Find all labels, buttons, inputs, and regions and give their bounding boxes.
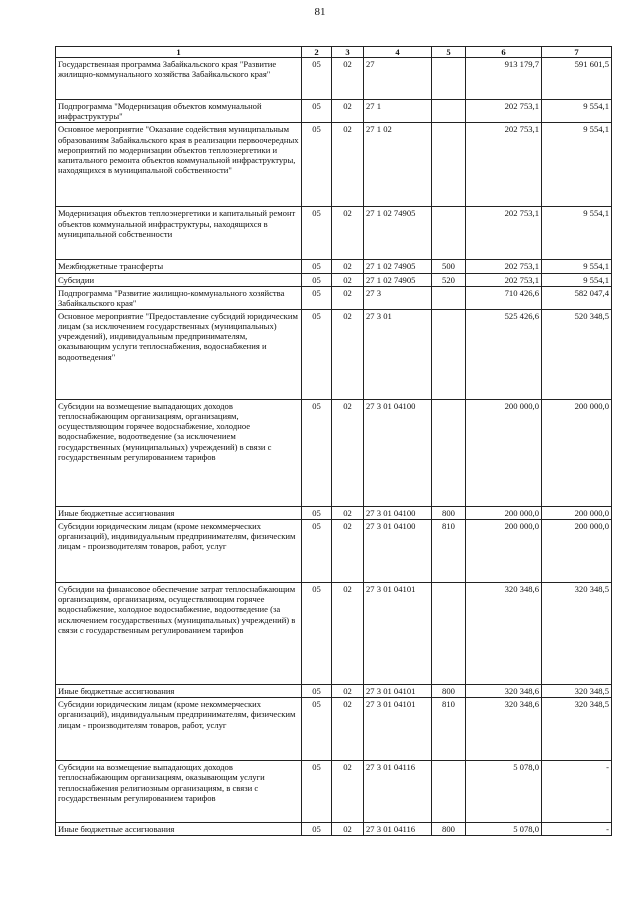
section-code: 05 bbox=[302, 309, 332, 399]
amount-year-1: 320 348,6 bbox=[466, 583, 542, 685]
section-code: 05 bbox=[302, 520, 332, 583]
amount-year-2: - bbox=[542, 761, 612, 823]
amount-year-2: 9 554,1 bbox=[542, 123, 612, 207]
column-header: 3 bbox=[332, 47, 364, 58]
section-code: 05 bbox=[302, 273, 332, 286]
table-body bbox=[56, 58, 612, 836]
amount-year-2: 9 554,1 bbox=[542, 207, 612, 260]
table-row bbox=[56, 100, 612, 123]
amount-year-2: 582 047,4 bbox=[542, 286, 612, 309]
subsection-code: 02 bbox=[332, 520, 364, 583]
subsection-code: 02 bbox=[332, 685, 364, 698]
page-number: 81 bbox=[314, 6, 326, 18]
item-name: Субсидии на возмещение выпадающих доходов теплоснабжающим организациям, организациям, осуществляющим горячее водоснабжение, холодное водоснабжение, водоотведение (за исключением государственных (муниципальных) учреждений) в связи с государственным регулированием тарифов bbox=[56, 399, 302, 506]
expense-type-code bbox=[432, 58, 466, 100]
section-code: 05 bbox=[302, 286, 332, 309]
amount-year-1: 200 000,0 bbox=[466, 399, 542, 506]
section-code: 05 bbox=[302, 761, 332, 823]
subsection-code: 02 bbox=[332, 309, 364, 399]
item-name: Субсидии юридическим лицам (кроме некоммерческих организаций), индивидуальным предпринимателям, физическим лицам - производителям товаров, работ, услуг bbox=[56, 698, 302, 761]
expense-type-code bbox=[432, 583, 466, 685]
section-code: 05 bbox=[302, 698, 332, 761]
section-code: 05 bbox=[302, 58, 332, 100]
amount-year-1: 5 078,0 bbox=[466, 761, 542, 823]
table-row bbox=[56, 123, 612, 207]
expense-type-code: 520 bbox=[432, 273, 466, 286]
amount-year-2: 9 554,1 bbox=[542, 260, 612, 273]
expense-type-code bbox=[432, 286, 466, 309]
amount-year-2: 591 601,5 bbox=[542, 58, 612, 100]
expense-type-code bbox=[432, 207, 466, 260]
item-name: Модернизация объектов теплоэнергетики и капитальный ремонт объектов коммунальной инфраструктуры, находящихся в муниципальной собственности bbox=[56, 207, 302, 260]
section-code: 05 bbox=[302, 123, 332, 207]
table-row bbox=[56, 273, 612, 286]
target-article-code: 27 3 01 04116 bbox=[364, 761, 432, 823]
target-article-code: 27 3 01 04100 bbox=[364, 506, 432, 519]
subsection-code: 02 bbox=[332, 58, 364, 100]
table-row bbox=[56, 761, 612, 823]
table-row bbox=[56, 286, 612, 309]
section-code: 05 bbox=[302, 506, 332, 519]
item-name: Подпрограмма "Развитие жилищно-коммунального хозяйства Забайкальского края" bbox=[56, 286, 302, 309]
subsection-code: 02 bbox=[332, 207, 364, 260]
table-header-row bbox=[56, 47, 612, 58]
expense-type-code bbox=[432, 100, 466, 123]
target-article-code: 27 1 02 bbox=[364, 123, 432, 207]
amount-year-1: 913 179,7 bbox=[466, 58, 542, 100]
item-name: Основное мероприятие "Предоставление субсидий юридическим лицам (за исключением государственных (муниципальных) учреждений), индивидуальным предпринимателям, оказывающим услуги теплоснабжения, водоснабжения и водоотведения" bbox=[56, 309, 302, 399]
column-header: 5 bbox=[432, 47, 466, 58]
amount-year-2: 200 000,0 bbox=[542, 399, 612, 506]
expense-type-code bbox=[432, 761, 466, 823]
amount-year-1: 202 753,1 bbox=[466, 207, 542, 260]
target-article-code: 27 1 02 74905 bbox=[364, 207, 432, 260]
column-header: 1 bbox=[56, 47, 302, 58]
item-name: Межбюджетные трансферты bbox=[56, 260, 302, 273]
item-name: Иные бюджетные ассигнования bbox=[56, 685, 302, 698]
target-article-code: 27 3 01 04100 bbox=[364, 399, 432, 506]
table-row bbox=[56, 399, 612, 506]
section-code: 05 bbox=[302, 207, 332, 260]
table-row bbox=[56, 520, 612, 583]
amount-year-1: 320 348,6 bbox=[466, 685, 542, 698]
amount-year-1: 202 753,1 bbox=[466, 260, 542, 273]
item-name: Иные бюджетные ассигнования bbox=[56, 823, 302, 836]
item-name: Подпрограмма "Модернизация объектов коммунальной инфраструктуры" bbox=[56, 100, 302, 123]
subsection-code: 02 bbox=[332, 399, 364, 506]
subsection-code: 02 bbox=[332, 823, 364, 836]
amount-year-2: 9 554,1 bbox=[542, 273, 612, 286]
table-row bbox=[56, 260, 612, 273]
subsection-code: 02 bbox=[332, 100, 364, 123]
section-code: 05 bbox=[302, 823, 332, 836]
target-article-code: 27 3 01 04101 bbox=[364, 698, 432, 761]
amount-year-2: - bbox=[542, 823, 612, 836]
amount-year-2: 9 554,1 bbox=[542, 100, 612, 123]
expense-type-code: 810 bbox=[432, 698, 466, 761]
subsection-code: 02 bbox=[332, 123, 364, 207]
section-code: 05 bbox=[302, 583, 332, 685]
column-header: 6 bbox=[466, 47, 542, 58]
column-header: 2 bbox=[302, 47, 332, 58]
expense-type-code bbox=[432, 399, 466, 506]
expense-type-code bbox=[432, 309, 466, 399]
item-name: Иные бюджетные ассигнования bbox=[56, 506, 302, 519]
amount-year-1: 320 348,6 bbox=[466, 698, 542, 761]
subsection-code: 02 bbox=[332, 286, 364, 309]
amount-year-1: 200 000,0 bbox=[466, 506, 542, 519]
amount-year-1: 525 426,6 bbox=[466, 309, 542, 399]
target-article-code: 27 3 01 04101 bbox=[364, 685, 432, 698]
expense-type-code: 810 bbox=[432, 520, 466, 583]
table-row bbox=[56, 583, 612, 685]
section-code: 05 bbox=[302, 260, 332, 273]
table-row bbox=[56, 685, 612, 698]
expense-type-code: 800 bbox=[432, 823, 466, 836]
target-article-code: 27 3 01 04101 bbox=[364, 583, 432, 685]
amount-year-1: 710 426,6 bbox=[466, 286, 542, 309]
target-article-code: 27 3 01 04100 bbox=[364, 520, 432, 583]
expense-type-code: 500 bbox=[432, 260, 466, 273]
target-article-code: 27 3 01 04116 bbox=[364, 823, 432, 836]
target-article-code: 27 1 bbox=[364, 100, 432, 123]
item-name: Субсидии bbox=[56, 273, 302, 286]
item-name: Основное мероприятие "Оказание содействия муниципальным образованиям Забайкальского края в реализации первоочередных мероприятий по модернизации объектов теплоэнергетики и капитального ремонта объектов коммунальной инфраструктуры, находящихся в муниципальной собственности" bbox=[56, 123, 302, 207]
amount-year-2: 320 348,5 bbox=[542, 698, 612, 761]
amount-year-2: 320 348,5 bbox=[542, 583, 612, 685]
table-row bbox=[56, 207, 612, 260]
item-name: Субсидии на возмещение выпадающих доходов теплоснабжающим организациям, оказывающим услуги теплоснабжения религиозным организациям, в связи с государственным регулированием тарифов bbox=[56, 761, 302, 823]
amount-year-2: 200 000,0 bbox=[542, 506, 612, 519]
subsection-code: 02 bbox=[332, 698, 364, 761]
amount-year-1: 200 000,0 bbox=[466, 520, 542, 583]
subsection-code: 02 bbox=[332, 761, 364, 823]
subsection-code: 02 bbox=[332, 583, 364, 685]
table-row bbox=[56, 823, 612, 836]
table-row bbox=[56, 58, 612, 100]
table-row bbox=[56, 506, 612, 519]
amount-year-2: 320 348,5 bbox=[542, 685, 612, 698]
target-article-code: 27 bbox=[364, 58, 432, 100]
amount-year-2: 520 348,5 bbox=[542, 309, 612, 399]
subsection-code: 02 bbox=[332, 506, 364, 519]
target-article-code: 27 1 02 74905 bbox=[364, 260, 432, 273]
expense-type-code bbox=[432, 123, 466, 207]
section-code: 05 bbox=[302, 685, 332, 698]
item-name: Государственная программа Забайкальского края "Развитие жилищно-коммунального хозяйства Забайкальского края" bbox=[56, 58, 302, 100]
target-article-code: 27 3 01 bbox=[364, 309, 432, 399]
subsection-code: 02 bbox=[332, 273, 364, 286]
section-code: 05 bbox=[302, 100, 332, 123]
target-article-code: 27 3 bbox=[364, 286, 432, 309]
amount-year-2: 200 000,0 bbox=[542, 520, 612, 583]
table-row bbox=[56, 309, 612, 399]
target-article-code: 27 1 02 74905 bbox=[364, 273, 432, 286]
item-name: Субсидии юридическим лицам (кроме некоммерческих организаций), индивидуальным предпринимателям, физическим лицам - производителям товаров, работ, услуг bbox=[56, 520, 302, 583]
amount-year-1: 202 753,1 bbox=[466, 273, 542, 286]
item-name: Субсидии на финансовое обеспечение затрат теплоснабжающим организациям, организациям, осуществляющим горячее водоснабжение, холодное водоснабжение, водоотведение (за исключением государственных (муниципальных) учреждений) в связи с государственным регулированием тарифов bbox=[56, 583, 302, 685]
subsection-code: 02 bbox=[332, 260, 364, 273]
column-header: 4 bbox=[364, 47, 432, 58]
column-header: 7 bbox=[542, 47, 612, 58]
expense-type-code: 800 bbox=[432, 685, 466, 698]
amount-year-1: 5 078,0 bbox=[466, 823, 542, 836]
amount-year-1: 202 753,1 bbox=[466, 100, 542, 123]
section-code: 05 bbox=[302, 399, 332, 506]
budget-table bbox=[55, 46, 612, 836]
amount-year-1: 202 753,1 bbox=[466, 123, 542, 207]
expense-type-code: 800 bbox=[432, 506, 466, 519]
table-row bbox=[56, 698, 612, 761]
